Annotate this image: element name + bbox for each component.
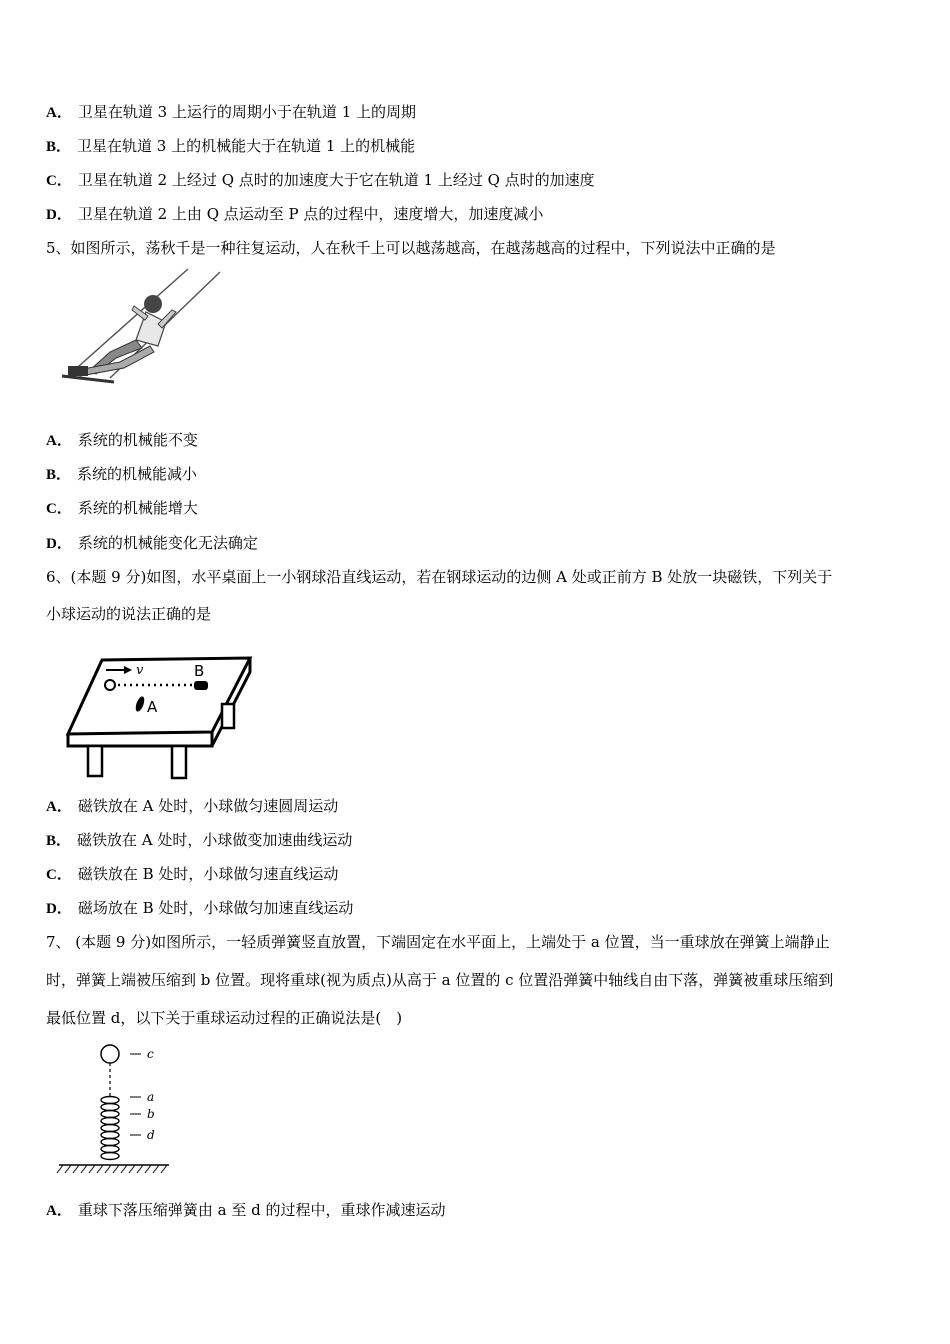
- q6-option-d: D． 磁场放在 B 处时，小球做匀加速直线运动: [46, 899, 354, 917]
- label-b-pos: b: [147, 1107, 155, 1121]
- q7-stem-line2: 时，弹簧上端被压缩到 b 位置。现将重球(视为质点)从高于 a 位置的 c 位置沿弹簧中轴线自由下落，弹簧被重球压缩到: [46, 971, 834, 989]
- q4-option-b: B． 卫星在轨道 3 上的机械能大于在轨道 1 上的机械能: [46, 137, 416, 155]
- q5-option-d: D． 系统的机械能变化无法确定: [46, 534, 258, 552]
- q4-option-a: A． 卫星在轨道 3 上运行的周期小于在轨道 1 上的周期: [46, 103, 417, 121]
- q6-option-b: B． 磁铁放在 A 处时，小球做变加速曲线运动: [46, 831, 353, 849]
- q7-stem-line1: 7、 (本题 9 分)如图所示，一轻质弹簧竖直放置，下端固定在水平面上，上端处于 a 位置，当一重球放在弹簧上端静止: [46, 933, 830, 951]
- table-figure: [62, 650, 257, 782]
- q4-option-c: C． 卫星在轨道 2 上经过 Q 点时的加速度大于它在轨道 1 上经过 Q 点时的加速度: [46, 171, 595, 189]
- q6-option-c: C． 磁铁放在 B 处时，小球做匀速直线运动: [46, 865, 339, 883]
- q5-option-c: C． 系统的机械能增大: [46, 499, 198, 517]
- swing-figure: [50, 266, 225, 391]
- q5-option-b: B． 系统的机械能减小: [46, 465, 198, 483]
- label-b: B: [194, 662, 205, 680]
- q6-stem-line1: 6、(本题 9 分)如图，水平桌面上一小钢球沿直线运动，若在钢球运动的边侧 A 处或正前方 B 处放一块磁铁，下列关于: [46, 568, 833, 586]
- q5-stem: 5、如图所示，荡秋千是一种往复运动，人在秋千上可以越荡越高，在越荡越高的过程中，下列说法中正确的是: [46, 239, 776, 257]
- label-a: A: [147, 698, 158, 716]
- q6-stem-line2: 小球运动的说法正确的是: [46, 605, 212, 623]
- q7-stem-line3: 最低位置 d，以下关于重球运动过程的正确说法是( ): [46, 1009, 403, 1027]
- q6-option-a: A． 磁铁放在 A 处时，小球做匀速圆周运动: [46, 797, 339, 815]
- q7-option-a: A． 重球下落压缩弹簧由 a 至 d 的过程中，重球作减速运动: [46, 1201, 446, 1219]
- label-a-pos: a: [147, 1090, 155, 1104]
- label-c: c: [147, 1047, 154, 1061]
- q5-option-a: A． 系统的机械能不变: [46, 431, 198, 449]
- velocity-label: v: [136, 663, 144, 678]
- label-d: d: [147, 1128, 155, 1142]
- q4-option-d: D． 卫星在轨道 2 上由 Q 点运动至 P 点的过程中，速度增大，加速度减小: [46, 205, 544, 223]
- spring-figure: [55, 1040, 175, 1180]
